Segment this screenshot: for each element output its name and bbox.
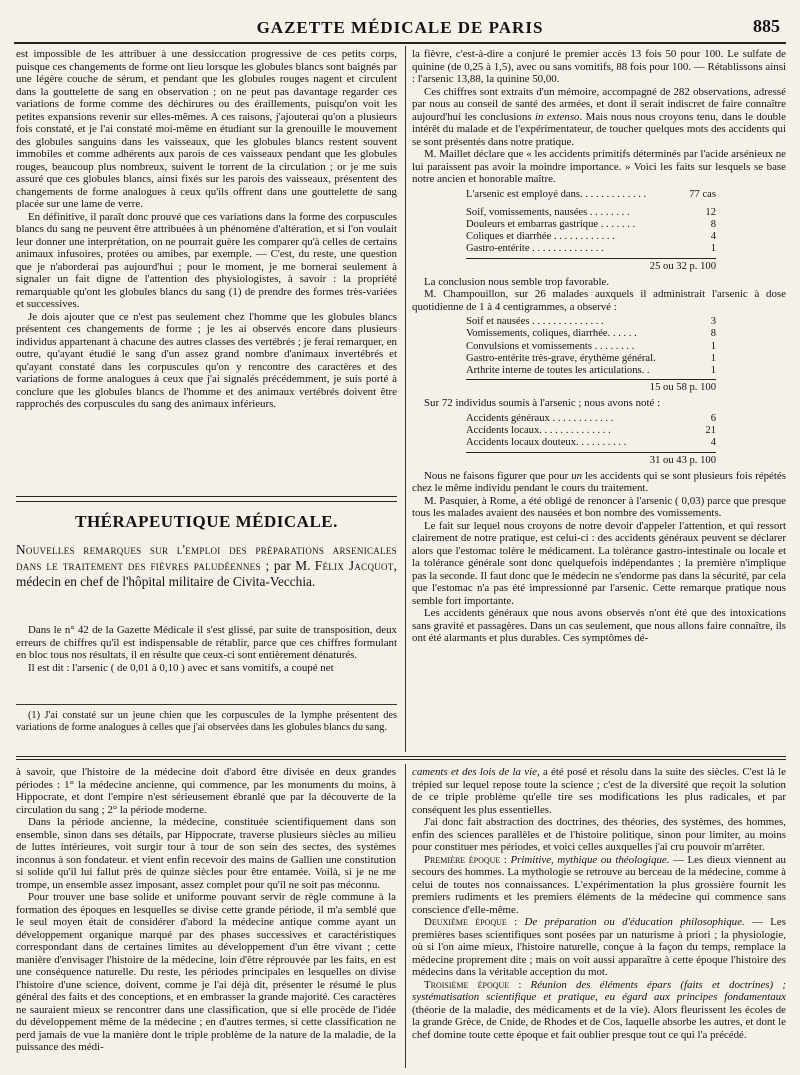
article-intro (16, 624, 397, 694)
section-divider (16, 756, 786, 760)
column-divider (405, 46, 406, 752)
footnote-text: (1) J'ai constaté sur un jeune chien que les corpuscules de la lymphe présentent des variations de forme analogues à celles que j'ai observées dans les globules blancs du sang. (16, 710, 397, 733)
table-row: Accidents généraux . . . . . . . . . . . . 6 (466, 412, 716, 424)
footnote (16, 710, 397, 752)
table-row: Soif et nausées . . . . . . . . . . . . . . 3 (466, 316, 716, 328)
paragraph: à savoir, que l'histoire de la médecine doit d'abord être divisée en deux grandes périodes : 1° la médecine ancienne, qui commence, par les monuments du moins, à Hippocrate, et dont l'empire n'est sérieusement ébranlé que par la découverte de la circulation du sang ; 2° la période moderne. (16, 766, 396, 816)
article-author: Félix Jacquot (314, 558, 394, 573)
paragraph: caments et des lois de la vie, a été posé et résolu dans la suite des siècles. C'est là le trépied sur lequel repose toute la science ; c'est de la diversité que reçoit la solution de ce triple problème qu'elle tire ses modifications les plus radicales, et par conséquent les plus essentielles. (412, 766, 786, 816)
table-row: Soif, vomissements, nausées . . . . . . . . 12 (466, 206, 716, 218)
paragraph: est impossible de les attribuer à une dessiccation progressive de ces petits corps, puisque ces changements de forme ont lieu lorsque les globules blancs sont baignés par une légère couche de sérum, et pendant que les globules rouges nagent et circulent dans la gouttelette de sang en observation ; on ne peut pas davantage regarder ces variations de forme comme des déchirures ou des éraillements, puisqu'on voit les petites expansions revenir sur elles-mêmes. A ces raisons, j'ajouterai qu'on a plusieurs fois constaté, et je l'ai constaté moi-même en étudiant sur la grenouille le mouvement des globules sanguins dans les vaisseaux, que les globules blancs restent souvent immobiles et comme adhérents aux parois de ces vaisseaux pendant que les globules rouges, beaucoup plus nombreux, suivent le torrent de la circulation ; or je me suis assuré que ces globules blancs, ainsi fixés sur les parois des vaisseaux, présentent des changements de forme analogues à ceux qu'ils offrent dans une gouttelette de sang placée sur une lame de verre. (16, 48, 397, 210)
footnote-rule (16, 704, 397, 705)
table-total: 25 ou 32 p. 100 (466, 258, 716, 273)
article-heading-text: Nouvelles remarques sur l'emploi des préparations arsenicales dans le traitement des fièvres paludéennes ; (16, 542, 397, 573)
paragraph: Dans le n° 42 de la Gazette Médicale il s'est glissé, par suite de transposition, deux erreurs de chiffres qu'il est indispensable de rétablir, parce que ces chiffres formulant en bloc tous nos résultats, il en résulte que ceux-ci sont entièrement dénaturés. (16, 624, 397, 661)
paragraph-epoch-3: Troisième époque : Réunion des éléments épars (faits et doctrines) ; systématisation scientifique et pratique, eu égard aux principes fondamentaux (théorie de la maladie, des médicaments et de la vie). Alors fleurissent les écoles de la grande Grèce, de Cnide, de Rhodes et de Cos, laquelle absorbe les autres, et dont le chef domine toute cette époque et fait oublier presque tout ce qui l'a précédé. (412, 978, 786, 1041)
table-total: 31 ou 43 p. 100 (466, 452, 716, 467)
article-heading-rest: , médecin en chef de l'hôpital militaire de Civita-Vecchia. (16, 558, 397, 589)
paragraph: Je dois ajouter que ce n'est pas seulement chez l'homme que les globules blancs présentent ces changements de forme ; je les ai observés encore dans plusieurs individus appartenant à chacune des autres classes des vertébrés ; je ferai remarquer, en outre, qu'ayant étudié le sang d'un assez grand nombre d'animaux invertébrés et qu'ayant constaté dans les corpuscules qu'on y rencontre des caractères et des variations de forme analogues à ceux que j'ai signalés précédemment, je suis porté à conclure que les globules blancs de l'homme et des animaux vertébrés doivent être rapprochés des corpuscules du sang des animaux inférieurs. (16, 310, 397, 410)
paragraph: M. Pasquier, à Rome, a été obligé de renoncer à l'arsenic ( 0,03) parce que presque tous les malades avaient des nausées et bon nombre des vomissements. (412, 494, 786, 520)
table-row: Convulsions et vomissements . . . . . . . . 1 (466, 340, 716, 352)
table-row: Douleurs et embarras gastrique . . . . . . . 8 (466, 218, 716, 230)
bottom-left-column (16, 766, 396, 1068)
paragraph: En définitive, il paraît donc prouvé que ces variations dans la forme des corpuscules blancs du sang ne peuvent être attribuées à un phénomène d'altération, et si l'on voulait leur donner une interprétation, on ne pourrait guère les comparer qu'à celles de certains animaux infusoires, protées ou amibes, par exemple. — C'est, du reste, une question que je n'aborderai pas aujourd'hui ; pour le moment, je me bornerai seulement à signaler un fait digne de l'attention des physiologistes, à savoir : la propriété remarquable qu'ont les globules blancs du sang (1) de prendre des formes très-variées et successives. (16, 210, 397, 310)
paragraph: la fièvre, c'est-à-dire a conjuré le premier accès 13 fois 50 pour 100. Le sulfate de quinine (de 0,25 à 1,5), avec ou sans vomitifs, 88 fois pour 100. — Rétablissons ainsi : l'arsenic 13,88, la quinine 50,00. (412, 48, 786, 85)
column-divider (405, 764, 406, 1068)
paragraph: Sur 72 individus soumis à l'arsenic ; nous avons noté : (424, 397, 661, 410)
paragraph: J'ai donc fait abstraction des doctrines, des théories, des systèmes, des hommes, enfin des sciences parallèles et de l'histoire politique, sinon pour limiter, au moins pour constituer mes périodes, et voici celles auxquelles j'ai cru pouvoir m'arrêter. (412, 816, 786, 853)
paragraph: M. Champouillon, sur 26 malades auxquels il administrait l'arsenic à dose quotidienne de 1 à 4 centigrammes, a observé : (412, 288, 786, 313)
section-title: THÉRAPEUTIQUE MÉDICALE. (75, 512, 338, 531)
table-total: 15 ou 58 p. 100 (466, 379, 716, 394)
paragraph: Il est dit : l'arsenic ( de 0,01 à 0,10 ) avec et sans vomitifs, a coupé net (28, 661, 334, 674)
page-number: 885 (753, 16, 780, 36)
table-row: Vomissements, coliques, diarrhée. . . . . . 8 (466, 328, 716, 340)
page-header (14, 12, 786, 44)
table-author (466, 413, 716, 467)
right-column (412, 48, 786, 748)
paragraph-epoch-1: Première époque : Primitive, mythique ou théologique. — Les dieux viennent au secours des hommes. La mythologie se retrouve au berceau de la médecine, comme à celui de toutes nos connaissances. L'expérimentation la plus grossière fournit les premiers rudiments et les premiers éléments de la médecine qui commence sans conscience d'elle-même. (412, 853, 786, 916)
paragraph: Les accidents généraux que nous avons observés n'ont été que des intoxications sans gravité et passagères. Dans un cas seulement, que nous allons faire connaître, ils ont été alarmants et plus durables. Ces symptômes dé- (412, 607, 786, 645)
paragraph: Nous ne faisons figurer que pour un les accidents qui se sont plusieurs fois répétés chez le même individu pendant le cours du traitement. (412, 469, 786, 495)
table-row: Accidents locaux. . . . . . . . . . . . . . 21 (466, 425, 716, 437)
journal-title: GAZETTE MÉDICALE DE PARIS (256, 18, 544, 37)
bottom-right-column (412, 766, 786, 1068)
article-heading-by: par M. (269, 558, 315, 573)
article-heading (16, 542, 397, 590)
paragraph: Pour trouver une base solide et uniforme pouvant servir de règle commune à la formation des époques en lesquelles se divise cette grande période, il m'a semblé que le seul moyen était de considérer d'abord la médecine antique comme ayant un développement organique marqué par des phases successives et caractéristiques correspondant dans de certaines limites au développement d'un être vivant ; cette manière d'envisager l'histoire de la médecine, loin d'être réprouvée par les faits, en est une conséquence naturelle. Du reste, les périodes principales en lesquelles on divise l'histoire d'une science, doivent, comme je l'ai déjà dit, présenter le résumé le plus général des faits et des conceptions, et en embrasser la grande majorité. Ces caractères ne sauraient mieux se rencontrer dans une classification, que si elle procède de l'idée du développement même de la médecine ; en d'autres termes, si cette classification ne perd jamais de vue la manière dont le triple problème de la nature de la maladie, de la puissance des médi- (16, 891, 396, 1053)
paragraph: M. Maillet déclare que « les accidents primitifs déterminés par l'acide arsénieux ne lui paraissent pas avoir la moindre importance. » Voici les faits sur lesquels se base notre ancien et honorable maître. (412, 148, 786, 185)
paragraph-epoch-2: Deuxième époque : De préparation ou d'éducation philosophique. — Les premières bases scientifiques sont posées par un naturisme à priori ; la physiologie, où si l'on aime mieux, l'histoire naturelle, conçue à la façon du temps, remplace la médecine proprement dite ; mais on voit aussi apparaître à cette époque l'histoire des médecins dans la véritable acception du mot. (412, 916, 786, 978)
paragraph: La conclusion nous semble trop favorable. (424, 275, 610, 288)
section-rule (16, 496, 397, 502)
table-row: Accidents locaux douteux. . . . . . . . . . 4 (466, 437, 716, 449)
table-champouillon (466, 316, 716, 394)
table-row: Coliques et diarrhée . . . . . . . . . . . . 4 (466, 231, 716, 243)
left-column (16, 48, 397, 490)
table-row: Gastro-entérite très-grave, érythème général. 1 (466, 352, 716, 364)
paragraph: Le fait sur lequel nous croyons de notre devoir d'appeler l'attention, et qui ressort clairement de notre pratique, est celui-ci : des accidents généraux peuvent se déclarer alors que l'estomac tolère le médicament. La tolérance gastro-intestinale ou locale et la tolérance générale sont donc quelquefois indépendantes ; la première n'implique pas la seconde. Il faut donc que le médecin ne s'endorme pas dans la sécurité, par cela que l'estomac n'a pas été impressionné par l'arsenic. Cette remarque pratique nous semble fort importante. (412, 519, 786, 607)
table-maillet (466, 189, 716, 273)
paragraph: Ces chiffres sont extraits d'un mémoire, accompagné de 282 observations, adressé par nous au conseil de santé des armées, et dont il serait indiscret de faire connaître aujourd'hui les conclusions in extenso. Mais nous nous croyons tenu, dans le double intérêt du malade et de l'expérimentateur, de toucher quelques mots des accidents qui se sont présentés dans notre pratique. (412, 85, 786, 148)
table-row: Arthrite interne de toutes les articulations. . 1 (466, 365, 716, 377)
paragraph: Dans la période ancienne, la médecine, constituée scientifiquement dans son ensemble, sinon dans ses détails, par Hippocrate, traverse plusieurs siècles au milieu de luttes intérieures, voit surgir tour à tour de son sein des sectes, des systèmes inconnus à son fondateur. et vient enfin recevoir des mains de Gallien une constitution si solide qu'il lui fallut près de quinze siècles pour être entamée. Voilà, si je ne me trompe, un ensemble assez imposant, assez complet pour qu'il ne soit pas méconnu. (16, 816, 396, 891)
table-row: L'arsenic est employé dans. . . . . . . . . . . . . 77 cas (466, 188, 716, 200)
table-row: Gastro-entérite . . . . . . . . . . . . . . 1 (466, 243, 716, 255)
